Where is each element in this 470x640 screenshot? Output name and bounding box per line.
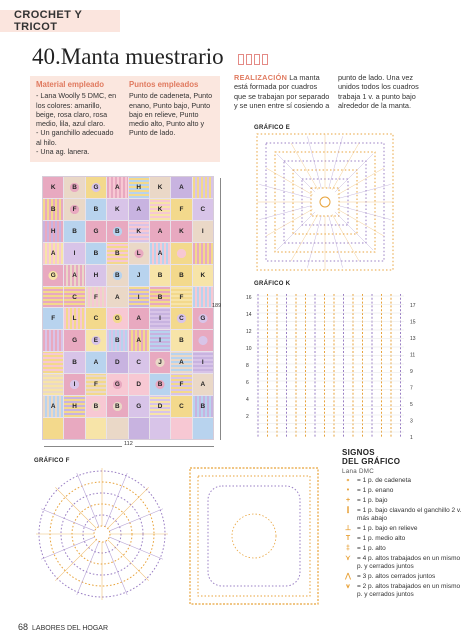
blanket-square: H [86, 265, 106, 286]
legend-label: = 1 p. alto [357, 545, 386, 552]
blanket-square: B [86, 243, 106, 264]
stitches-text: Punto de cadeneta, Punto enano, Punto bajo, Punto bajo en relieve, Punto medio alto, Punto alto y Punto de lado. [129, 91, 213, 138]
row-number: 2 [246, 414, 249, 420]
blanket-square: B [193, 396, 213, 417]
blanket-square: I [150, 308, 170, 329]
blanket-square: J [150, 352, 170, 373]
legend-label: = 1 p. bajo clavando el ganchillo 2 v. más abajo [357, 507, 462, 522]
blanket-square: B [64, 352, 84, 373]
stitch-line [109, 537, 163, 559]
blanket-square: I [150, 330, 170, 351]
blanket-square: C [86, 308, 106, 329]
blanket-square: B [107, 330, 127, 351]
stitch-line [108, 487, 149, 528]
blanket-square [171, 243, 191, 264]
blanket-square: B [107, 221, 127, 242]
blanket-square: A [150, 243, 170, 264]
stitch-symbol-icon: + [345, 497, 351, 504]
row-number: 11 [410, 352, 416, 359]
blanket-square: G [43, 265, 63, 286]
blanket-square: B [64, 221, 84, 242]
blanket-square: D [150, 396, 170, 417]
blanket-square [43, 330, 63, 351]
stitch-legend [342, 448, 466, 601]
legend-item [342, 487, 466, 495]
legend-item [342, 507, 466, 523]
blanket-square: B [43, 199, 63, 220]
blanket-square: L [64, 308, 84, 329]
blanket-square: G [107, 308, 127, 329]
stitch-line [266, 209, 313, 236]
blanket-square: I [193, 352, 213, 373]
stitch-line [307, 216, 321, 268]
blanket-square: F [64, 199, 84, 220]
blanket-square: B [150, 265, 170, 286]
stitch-line [329, 216, 343, 268]
blanket-square: C [193, 199, 213, 220]
blanket-square [43, 418, 63, 439]
row-number: 3 [410, 418, 413, 425]
publication-name: LABORES DEL HOGAR [32, 625, 109, 632]
legend-brand: Lana DMC [342, 468, 374, 475]
blanket-square: K [193, 265, 213, 286]
blanket-square: C [171, 396, 191, 417]
blanket-square [171, 418, 191, 439]
materials-box [30, 76, 220, 162]
blanket-square: H [129, 177, 149, 198]
blanket-square: K [150, 177, 170, 198]
blanket-square: J [129, 265, 149, 286]
blanket-square: A [43, 243, 63, 264]
stitch-line [55, 487, 96, 528]
row-number: 5 [410, 402, 413, 408]
title-decoration [238, 54, 268, 65]
blanket-square: B [86, 396, 106, 417]
blanket-square: E [86, 330, 106, 351]
instructions-label: REALIZACIÓN [234, 73, 288, 82]
blanket-square: A [129, 199, 149, 220]
stitches-heading: Puntos empleados [129, 80, 199, 89]
chart-f-label: GRÁFICO F [34, 458, 70, 464]
chart-k-label: GRÁFICO K [254, 281, 291, 287]
blanket-square: K [150, 199, 170, 220]
stitch-round [232, 514, 276, 558]
blanket-square: C [171, 308, 191, 329]
row-number: 6 [246, 380, 249, 386]
row-number: 7 [410, 385, 413, 392]
blanket-square [193, 287, 213, 308]
instructions-body: La manta está formada por cuadros que se trabajan por separado y se unen entre sí cosiendo a punto de lado. Una vez unidos todos los cuadros trabaja 1 v. a punto bajo alrededor de la manta. [234, 73, 419, 111]
blanket-square: F [171, 287, 191, 308]
instructions-text [234, 73, 434, 111]
stitch-line [339, 184, 391, 198]
blanket-square: A [171, 352, 191, 373]
legend-item [342, 525, 466, 533]
blanket-square: B [171, 330, 191, 351]
blanket-square: C [129, 352, 149, 373]
height-dimension-label: 189 [212, 303, 222, 309]
stitch-line [277, 212, 315, 250]
blanket-square: G [64, 330, 84, 351]
blanket-square: A [193, 374, 213, 395]
legend-item [342, 573, 466, 581]
legend-item [342, 555, 466, 571]
stitch-round [311, 188, 339, 216]
blanket-square: A [107, 287, 127, 308]
blanket-square: A [129, 308, 149, 329]
stitch-line [332, 214, 359, 261]
stitch-symbol-icon: ∘ [345, 477, 351, 484]
blanket-square [193, 243, 213, 264]
blanket-square: D [107, 352, 127, 373]
stitch-symbol-icon: T [345, 535, 351, 542]
stitch-line [291, 214, 318, 261]
blanket-square: F [86, 287, 106, 308]
row-number: 8 [246, 363, 249, 369]
blanket-square: B [107, 396, 127, 417]
blanket-square [86, 418, 106, 439]
blanket-square: C [64, 287, 84, 308]
stitch-symbol-icon: ⊥ [344, 525, 352, 532]
blanket-square: I [64, 374, 84, 395]
stitch-line [108, 540, 149, 581]
width-dimension-label: 112 [124, 441, 133, 447]
blanket-square: B [171, 265, 191, 286]
row-number: 1 [410, 435, 413, 441]
blanket-square: A [150, 221, 170, 242]
legend-item [342, 545, 466, 553]
blanket-square [43, 374, 63, 395]
stitch-symbol-icon: ⫿ [346, 507, 350, 514]
blanket-square: B [150, 374, 170, 395]
blanket-square [129, 418, 149, 439]
blanket-square: F [86, 374, 106, 395]
legend-item [342, 497, 466, 505]
blanket-square [43, 287, 63, 308]
materials-item: - Lana Woolly 5 DMC, en los colores: amarillo, beige, rosa claro, rosa medio, lila, azul claro. [36, 91, 117, 129]
blanket-square: A [171, 177, 191, 198]
legend-item [342, 583, 466, 599]
stitch-line [332, 143, 359, 190]
chart-f-diagram [30, 462, 180, 612]
blanket-square [193, 418, 213, 439]
stitch-line [277, 154, 315, 192]
blanket-square: G [86, 221, 106, 242]
row-number: 14 [246, 312, 252, 318]
blanket-square: A [43, 396, 63, 417]
chart-e-label: GRÁFICO E [254, 125, 291, 131]
stitch-line [109, 509, 163, 531]
blanket-square [43, 352, 63, 373]
blanket-layout-grid [42, 176, 214, 440]
blanket-square: A [64, 265, 84, 286]
stitch-line [259, 184, 311, 198]
stitch-line [339, 206, 391, 220]
row-number: 15 [410, 319, 416, 326]
blanket-square: A [129, 330, 149, 351]
blanket-square: B [107, 243, 127, 264]
legend-label: = 1 p. de cadeneta [357, 477, 412, 484]
row-number: 17 [410, 303, 416, 309]
materials-item: - Un ganchillo adecuado al hilo. [36, 128, 114, 147]
blanket-square: G [193, 308, 213, 329]
blanket-square: H [64, 396, 84, 417]
stitch-symbol-icon: • [346, 487, 350, 494]
stitch-line [307, 136, 321, 188]
blanket-square [150, 418, 170, 439]
stitch-round [94, 526, 110, 542]
stitch-line [337, 209, 384, 236]
blanket-square: B [64, 177, 84, 198]
blanket-square: G [86, 177, 106, 198]
blanket-square [193, 330, 213, 351]
page-title: 40.Manta muestrario [32, 44, 224, 69]
stitch-symbol-icon: ⩛ [346, 583, 350, 590]
stitch-line [259, 206, 311, 220]
stitch-line [335, 154, 373, 192]
stitch-symbol-icon: ‡ [346, 545, 350, 552]
blanket-square: A [86, 352, 106, 373]
blanket-square: G [129, 396, 149, 417]
materials-list [36, 91, 121, 156]
blanket-square: K [107, 199, 127, 220]
blanket-square [193, 177, 213, 198]
row-number: 10 [246, 346, 252, 352]
chart-k-diagram [244, 288, 424, 443]
legend-label: = 1 p. enano [357, 487, 394, 494]
blanket-square: I [64, 243, 84, 264]
blanket-square: F [43, 308, 63, 329]
stitch-frame [190, 468, 318, 604]
stitch-line [329, 136, 343, 188]
blanket-square [64, 418, 84, 439]
stitches-column [129, 80, 214, 158]
magic-ring [320, 197, 330, 207]
stitch-frame [208, 486, 300, 586]
section-label: CROCHET Y TRICOT [14, 9, 82, 33]
materials-item: - Una ag. lanera. [36, 147, 90, 157]
row-number: 13 [410, 336, 416, 342]
materials-column [36, 80, 121, 158]
blanket-square: G [107, 374, 127, 395]
blanket-square: D [129, 374, 149, 395]
blanket-square: H [43, 221, 63, 242]
legend-label: = 1 p. bajo [357, 497, 388, 504]
stitch-line [291, 143, 318, 190]
blanket-square: A [107, 177, 127, 198]
square-chart-diagram [186, 462, 326, 610]
legend-heading-1: SIGNOS [342, 448, 375, 457]
legend-list [342, 477, 466, 599]
blanket-square: L [129, 243, 149, 264]
blanket-square: I [193, 221, 213, 242]
materials-heading: Material empleado [36, 80, 105, 89]
blanket-square: K [171, 221, 191, 242]
row-number: 16 [246, 295, 252, 301]
blanket-square: F [171, 374, 191, 395]
stitch-frame [198, 476, 310, 596]
blanket-square: I [129, 287, 149, 308]
blanket-square: F [171, 199, 191, 220]
stitch-symbol-icon: ⋎ [345, 555, 351, 562]
legend-label: = 4 p. altos trabajados en un mismo p. y cerrados juntos [357, 555, 461, 570]
legend-label: = 2 p. altos trabajados en un mismo p. y cerrados juntos [357, 583, 461, 598]
stitch-symbol-icon: ⋀ [345, 573, 351, 580]
stitch-line [266, 168, 313, 195]
blanket-square: B [86, 199, 106, 220]
legend-heading-2: DEL GRÁFICO [342, 457, 401, 466]
legend-label: = 3 p. altos cerrados juntos [357, 573, 436, 580]
blanket-square: B [107, 265, 127, 286]
stitch-line [55, 540, 96, 581]
stitch-line [337, 168, 384, 195]
stitch-line [335, 212, 373, 250]
page-number: 68 [18, 622, 29, 632]
height-dimension-line [220, 178, 221, 440]
blanket-square: K [129, 221, 149, 242]
legend-label: = 1 p. bajo en relieve [357, 525, 418, 532]
blanket-square: K [43, 177, 63, 198]
page-footer [18, 622, 108, 632]
row-number: 12 [246, 329, 252, 335]
chart-e-diagram [250, 130, 400, 275]
legend-item [342, 535, 466, 543]
legend-item [342, 477, 466, 485]
row-number: 9 [410, 369, 413, 375]
row-number: 4 [246, 397, 249, 403]
section-tag [0, 10, 120, 32]
legend-label: = 1 p. medio alto [357, 535, 406, 542]
blanket-square: B [150, 287, 170, 308]
blanket-square [107, 418, 127, 439]
